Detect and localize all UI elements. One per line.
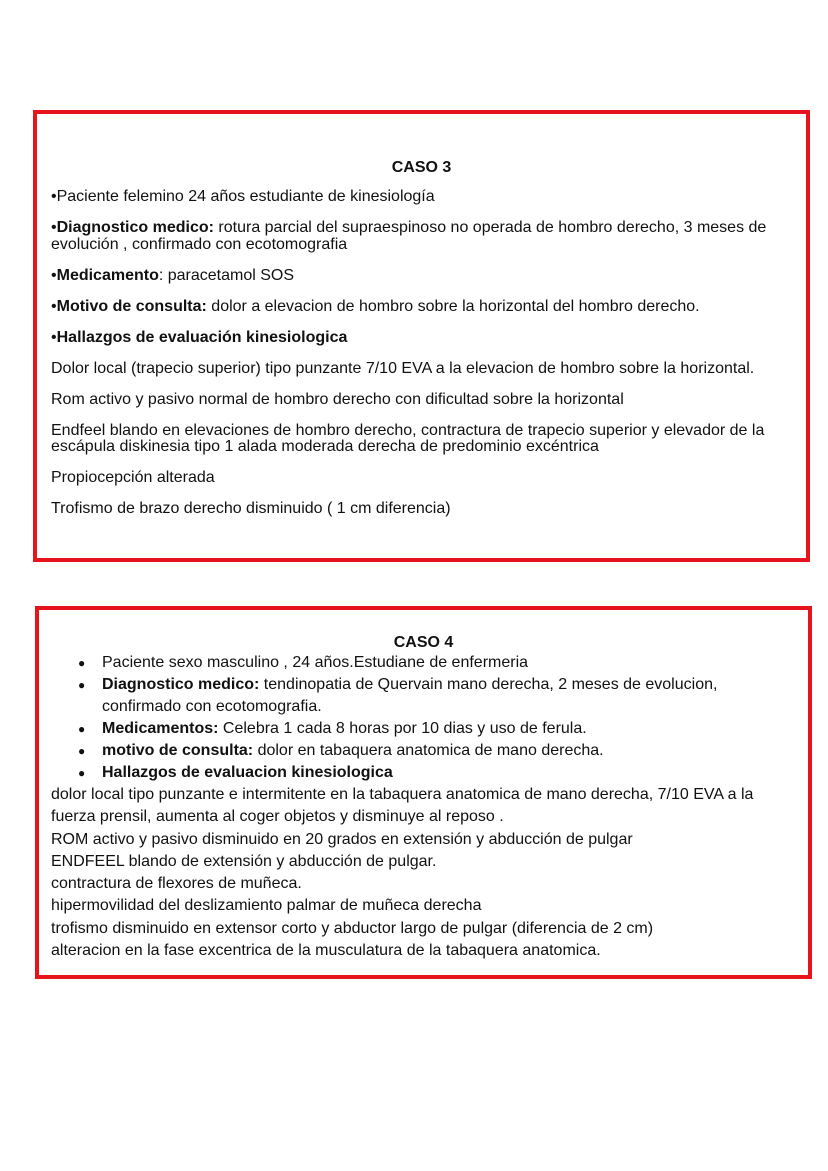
bullet-icon: ● [78, 722, 86, 736]
case-3-finding-proprioception: Propiocepción alterada [51, 469, 215, 486]
diagnosis-text: rotura parcial del supraespinoso no operada de hombro derecho, 3 meses de evolución , confirmado con ecotomografia [51, 219, 767, 253]
case-4-box [35, 606, 812, 979]
case-4-finding-trophism: trofismo disminuido en extensor corto y abductor largo de pulgar (diferencia de 2 cm) [51, 919, 654, 937]
case-4-medication [51, 718, 796, 740]
findings-label: Hallazgos de evaluacion kinesiologica [102, 764, 393, 781]
case-4-finding-rom: ROM activo y pasivo disminuido en 20 grados en extensión y abducción de pulgar [51, 830, 633, 848]
case-3-findings-heading [51, 330, 792, 347]
case-4-patient [51, 652, 796, 674]
reason-label: Motivo de consulta: [56, 297, 207, 315]
bullet-icon: ● [78, 766, 86, 780]
case-4-finding-eccentric: alteracion en la fase excentrica de la musculatura de la tabaquera anatomica. [51, 942, 601, 960]
case-4-finding-endfeel: ENDFEEL blando de extensión y abducción de pulgar. [51, 852, 437, 870]
case-4-bullet-list [51, 652, 796, 784]
case-4-findings-heading [51, 762, 796, 784]
case-3-title: CASO 3 [391, 159, 452, 176]
bullet: • [51, 219, 57, 236]
case-3-box [33, 110, 810, 562]
reason-label: motivo de consulta: [102, 742, 254, 759]
patient-text: Paciente sexo masculino , 24 años.Estudiane de enfermeria [102, 654, 529, 671]
bullet-icon: ● [78, 656, 86, 670]
findings-label: Hallazgos de evaluación kinesiologica [56, 328, 348, 346]
case-3-finding-rom: Rom activo y pasivo normal de hombro derecho con dificultad sobre la horizontal [51, 390, 624, 408]
patient-text: Paciente felemino 24 años estudiante de kinesiología [56, 188, 435, 205]
case-4-diagnosis [51, 674, 796, 718]
bullet: • [51, 328, 57, 346]
diagnosis-label: Diagnostico medico: [56, 219, 214, 236]
case-3-finding-endfeel: Endfeel blando en elevaciones de hombro derecho, contractura de trapecio superior y elevador de la escápula diskinesia tipo 1 alada moderada derecha de predominio excéntrica [51, 421, 765, 455]
medication-label: Medicamento [56, 266, 159, 284]
case-4-finding-contracture: contractura de flexores de muñeca. [51, 875, 302, 893]
medication-text: : paracetamol SOS [158, 266, 295, 284]
case-4-finding-hypermobility: hipermovilidad del deslizamiento palmar de muñeca derecha [51, 897, 482, 915]
diagnosis-text: tendinopatia de Quervain mano derecha, 2 meses de evolucion, confirmado con ecotomografia. [102, 676, 718, 715]
bullet: • [51, 266, 57, 284]
diagnosis-label: Diagnostico medico: [102, 676, 260, 693]
medication-text: Celebra 1 cada 8 horas por 10 dias y uso de ferula. [218, 720, 587, 737]
reason-text: dolor a elevacion de hombro sobre la horizontal del hombro derecho. [206, 297, 700, 315]
bullet-icon: ● [78, 678, 86, 692]
bullet: • [51, 297, 57, 315]
case-3-finding-trophism: Trofismo de brazo derecho disminuido ( 1 cm diferencia) [51, 500, 451, 517]
case-3-finding-pain: Dolor local (trapecio superior) tipo punzante 7/10 EVA a la elevacion de hombro sobre la horizontal. [51, 359, 755, 377]
medication-label: Medicamentos: [102, 720, 219, 737]
case-4-title: CASO 4 [393, 634, 454, 651]
case-4-reason [51, 740, 796, 762]
bullet: • [51, 188, 57, 205]
case-3-medication [51, 268, 792, 285]
case-4-finding-pain: dolor local tipo punzante e intermitente en la tabaquera anatomica de mano derecha, 7/10 EVA a la fuerza prensil, aumenta al coger objetos y disminuye al reposo . [51, 786, 754, 826]
case-3-diagnosis [51, 220, 792, 253]
case-3-patient [51, 189, 792, 206]
case-3-reason [51, 299, 792, 316]
bullet-icon: ● [78, 744, 86, 758]
reason-text: dolor en tabaquera anatomica de mano derecha. [253, 742, 604, 759]
